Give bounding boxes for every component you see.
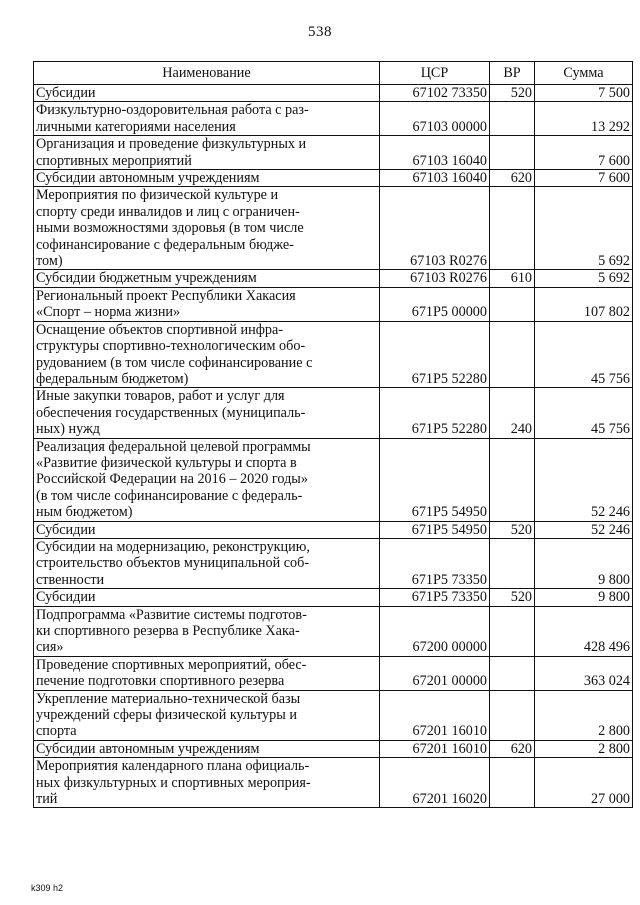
row-vr-cell (490, 656, 535, 690)
row-csr-cell: 671P5 52280 (380, 388, 490, 438)
row-sum-cell: 45 756 (535, 388, 633, 438)
row-vr-cell: 240 (490, 388, 535, 438)
page-number: 538 (308, 24, 332, 40)
row-name-cell: Оснащение объектов спортивной инфра- структуры спортивно-технологическим обо- рудованием (в том числе софинансирование с федеральным бюджетом) (34, 321, 380, 388)
row-sum-cell: 9 800 (535, 538, 633, 588)
table-row (34, 606, 633, 656)
row-vr-cell (490, 102, 535, 136)
row-name-cell: Укрепление материально-технической базы учреждений сферы физической культуры и спорта (34, 690, 380, 740)
row-csr-cell: 67103 R0276 (380, 270, 490, 287)
table-row (34, 388, 633, 438)
row-sum-cell: 13 292 (535, 102, 633, 136)
row-sum-cell: 363 024 (535, 656, 633, 690)
row-csr-cell: 67201 16010 (380, 740, 490, 757)
table-row (34, 589, 633, 606)
header-csr: ЦСР (380, 62, 490, 85)
table-row (34, 656, 633, 690)
row-name-cell: Субсидии (34, 521, 380, 538)
row-sum-cell: 2 800 (535, 690, 633, 740)
row-name-cell: Региональный проект Республики Хакасия «Спорт – норма жизни» (34, 287, 380, 321)
table-row (34, 538, 633, 588)
row-vr-cell (490, 606, 535, 656)
row-csr-cell: 671P5 52280 (380, 321, 490, 388)
row-csr-cell: 67103 R0276 (380, 187, 490, 270)
row-vr-cell (490, 136, 535, 170)
table-row (34, 521, 633, 538)
table-row (34, 170, 633, 187)
row-sum-cell: 5 692 (535, 187, 633, 270)
row-vr-cell: 520 (490, 521, 535, 538)
table-row (34, 102, 633, 136)
row-csr-cell: 67103 00000 (380, 102, 490, 136)
table-row (34, 740, 633, 757)
row-sum-cell: 45 756 (535, 321, 633, 388)
row-csr-cell: 67102 73350 (380, 85, 490, 102)
table-row (34, 270, 633, 287)
table-row (34, 438, 633, 521)
row-csr-cell: 671P5 00000 (380, 287, 490, 321)
row-sum-cell: 5 692 (535, 270, 633, 287)
row-name-cell: Реализация федеральной целевой программы «Развитие физической культуры и спорта в Российской Федерации на 2016 – 2020 годы» (в том числе софинансирование с федераль- ным бюджетом) (34, 438, 380, 521)
row-sum-cell: 52 246 (535, 438, 633, 521)
row-vr-cell: 610 (490, 270, 535, 287)
table-header-row (34, 62, 633, 85)
row-name-cell: Субсидии (34, 589, 380, 606)
table-row (34, 287, 633, 321)
table-row (34, 85, 633, 102)
row-name-cell: Субсидии (34, 85, 380, 102)
row-sum-cell: 7 500 (535, 85, 633, 102)
row-vr-cell (490, 321, 535, 388)
row-sum-cell: 7 600 (535, 170, 633, 187)
row-csr-cell: 671P5 73350 (380, 589, 490, 606)
table-row (34, 187, 633, 270)
row-vr-cell (490, 287, 535, 321)
row-name-cell: Субсидии автономным учреждениям (34, 170, 380, 187)
table-body (34, 85, 633, 808)
row-sum-cell: 52 246 (535, 521, 633, 538)
row-sum-cell: 428 496 (535, 606, 633, 656)
row-csr-cell: 671P5 54950 (380, 438, 490, 521)
table-row (34, 758, 633, 808)
row-name-cell: Мероприятия календарного плана официаль- ных физкультурных и спортивных мероприя- тий (34, 758, 380, 808)
row-sum-cell: 107 802 (535, 287, 633, 321)
row-csr-cell: 671P5 54950 (380, 521, 490, 538)
row-name-cell: Мероприятия по физической культуре и спорту среди инвалидов и лиц с ограничен- ными возможностями здоровья (в том числе софинансирование с федеральным бюдже- том) (34, 187, 380, 270)
row-csr-cell: 67201 16010 (380, 690, 490, 740)
row-vr-cell: 520 (490, 85, 535, 102)
row-csr-cell: 67200 00000 (380, 606, 490, 656)
table-row (34, 321, 633, 388)
row-name-cell: Субсидии автономным учреждениям (34, 740, 380, 757)
header-vr: ВР (490, 62, 535, 85)
row-csr-cell: 67201 00000 (380, 656, 490, 690)
row-name-cell: Субсидии на модернизацию, реконструкцию, строительство объектов муниципальной соб- ственности (34, 538, 380, 588)
header-name: Наименование (34, 62, 380, 85)
row-csr-cell: 671P5 73350 (380, 538, 490, 588)
row-name-cell: Субсидии бюджетным учреждениям (34, 270, 380, 287)
row-vr-cell (490, 690, 535, 740)
row-sum-cell: 7 600 (535, 136, 633, 170)
row-sum-cell: 2 800 (535, 740, 633, 757)
row-vr-cell (490, 187, 535, 270)
row-name-cell: Организация и проведение физкультурных и спортивных мероприятий (34, 136, 380, 170)
row-vr-cell: 520 (490, 589, 535, 606)
row-vr-cell (490, 758, 535, 808)
table-row (34, 136, 633, 170)
row-sum-cell: 27 000 (535, 758, 633, 808)
row-vr-cell (490, 438, 535, 521)
row-csr-cell: 67103 16040 (380, 170, 490, 187)
row-vr-cell: 620 (490, 170, 535, 187)
row-csr-cell: 67201 16020 (380, 758, 490, 808)
budget-table (33, 61, 633, 808)
row-sum-cell: 9 800 (535, 589, 633, 606)
row-name-cell: Физкультурно-оздоровительная работа с раз- личными категориями населения (34, 102, 380, 136)
table-row (34, 690, 633, 740)
footer-code: k309 h2 (31, 883, 64, 893)
row-name-cell: Подпрограмма «Развитие системы подготов- ки спортивного резерва в Республике Хака- сия» (34, 606, 380, 656)
row-name-cell: Иные закупки товаров, работ и услуг для обеспечения государственных (муниципаль- ных) нужд (34, 388, 380, 438)
row-csr-cell: 67103 16040 (380, 136, 490, 170)
row-vr-cell (490, 538, 535, 588)
row-name-cell: Проведение спортивных мероприятий, обес- печение подготовки спортивного резерва (34, 656, 380, 690)
header-sum: Сумма (535, 62, 633, 85)
row-vr-cell: 620 (490, 740, 535, 757)
